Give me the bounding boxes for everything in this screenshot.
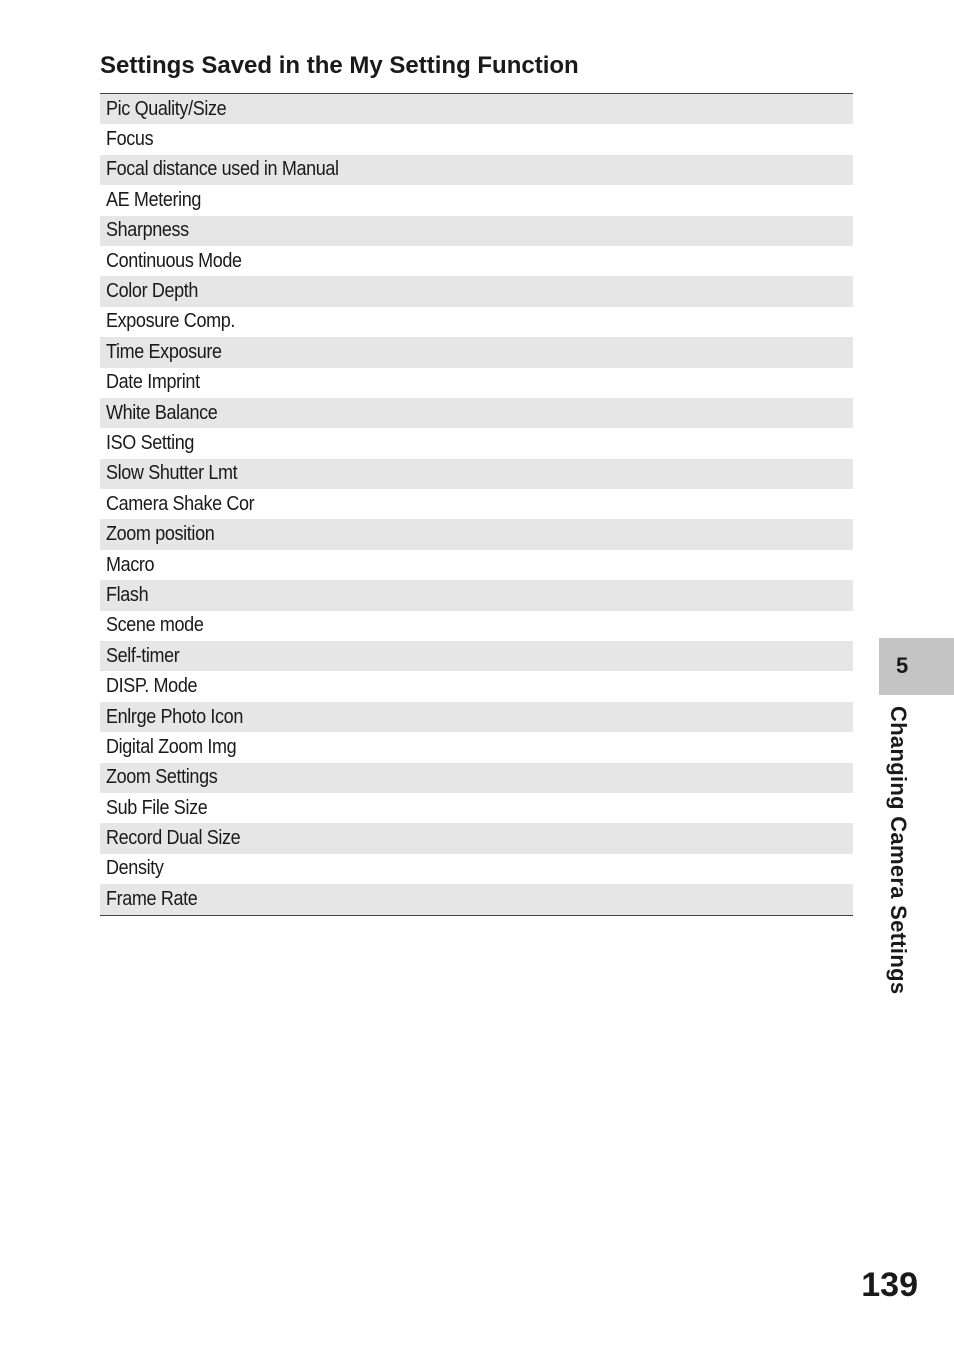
table-row (100, 276, 853, 306)
table-row (100, 793, 853, 823)
table-row (100, 155, 853, 185)
table-row (100, 459, 853, 489)
setting-label: Enlrge Photo Icon (106, 705, 243, 728)
table-row (100, 368, 853, 398)
chapter-name: Changing Camera Settings (886, 706, 911, 995)
table-row (100, 216, 853, 246)
settings-table (100, 93, 853, 916)
table-row (100, 185, 853, 215)
setting-label: ISO Setting (106, 431, 195, 454)
setting-label: AE Metering (106, 188, 202, 211)
setting-label: Slow Shutter Lmt (106, 462, 238, 485)
table-row (100, 854, 853, 884)
table-row (100, 671, 853, 701)
table-row (100, 307, 853, 337)
setting-label: Camera Shake Cor (106, 492, 255, 515)
setting-label: Time Exposure (106, 340, 222, 363)
setting-label: Flash (106, 583, 149, 606)
table-row (100, 550, 853, 580)
chapter-number: 5 (896, 653, 909, 678)
table-row (100, 94, 853, 124)
setting-label: Zoom Settings (106, 766, 218, 789)
setting-label: Record Dual Size (106, 827, 241, 850)
table-row (100, 823, 853, 853)
table-row (100, 428, 853, 458)
setting-label: Frame Rate (106, 887, 198, 910)
table-row (100, 398, 853, 428)
setting-label: Digital Zoom Img (106, 735, 237, 758)
table-row (100, 702, 853, 732)
setting-label: Color Depth (106, 280, 199, 303)
table-row (100, 337, 853, 367)
table-row (100, 611, 853, 641)
table-row (100, 884, 853, 914)
setting-label: Exposure Comp. (106, 310, 236, 333)
setting-label: Sharpness (106, 219, 189, 242)
table-row (100, 732, 853, 762)
table-row (100, 489, 853, 519)
setting-label: Sub File Size (106, 796, 208, 819)
section-title: Settings Saved in the My Setting Function (100, 52, 579, 79)
setting-label: Date Imprint (106, 371, 200, 394)
setting-label: Pic Quality/Size (106, 97, 227, 120)
setting-label: Zoom position (106, 523, 215, 546)
setting-label: Focal distance used in Manual (106, 158, 339, 181)
setting-label: Density (106, 857, 164, 880)
setting-label: Continuous Mode (106, 249, 242, 272)
chapter-tab (879, 638, 954, 695)
setting-label: Macro (106, 553, 155, 576)
table-row (100, 246, 853, 276)
table-row (100, 641, 853, 671)
page-number: 139 (861, 1266, 918, 1304)
table-row (100, 580, 853, 610)
setting-label: White Balance (106, 401, 218, 424)
setting-label: Focus (106, 128, 154, 151)
setting-label: Self-timer (106, 644, 180, 667)
table-row (100, 763, 853, 793)
table-row (100, 124, 853, 154)
table-row (100, 519, 853, 549)
setting-label: DISP. Mode (106, 675, 198, 698)
setting-label: Scene mode (106, 614, 204, 637)
